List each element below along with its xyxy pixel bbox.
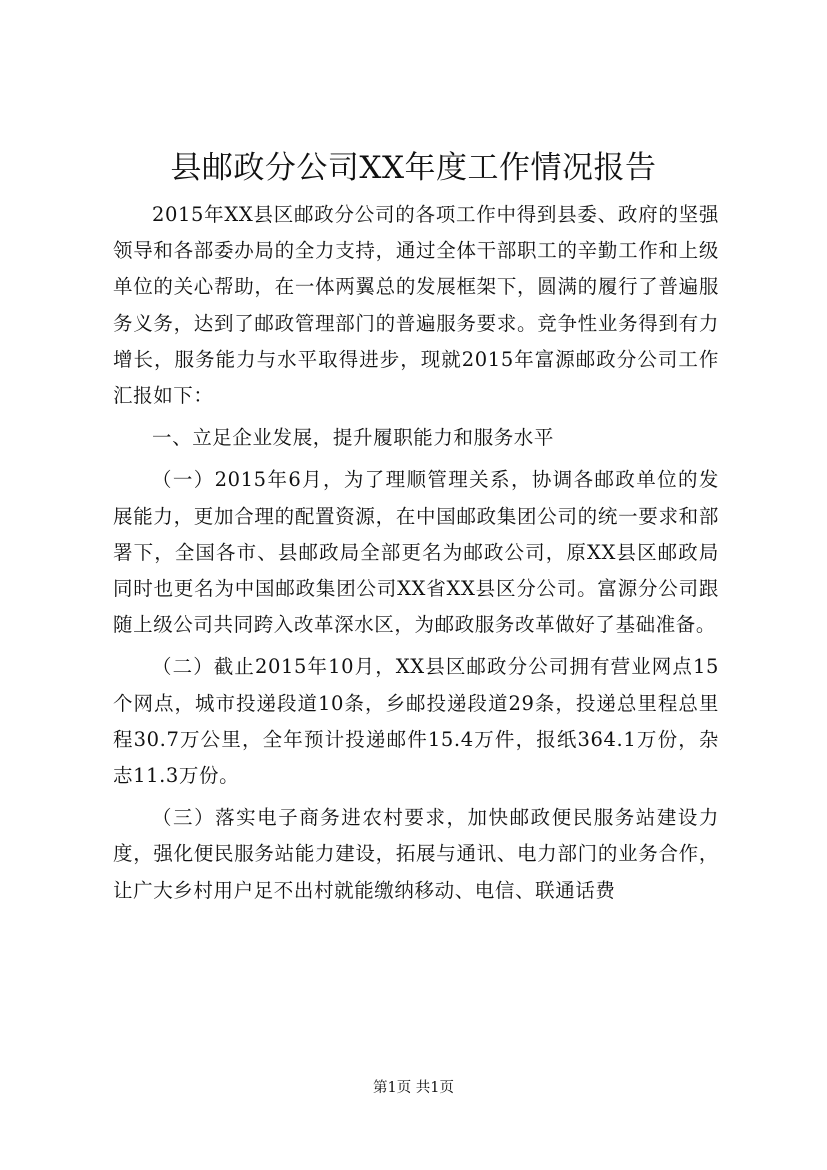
paragraph-intro: 2015年XX县区邮政分公司的各项工作中得到县委、政府的坚强领导和各部委办局的全力支持，通过全体干部职工的辛勤工作和上级单位的关心帮助，在一体两翼总的发展框架下，圆满的履行了普遍服务义务，达到了邮政管理部门的普遍服务要求。竞争性业务得到有力增长，服务能力与水平取得进步，现就2015年富源邮政分公司工作汇报如下： xyxy=(113,203,719,408)
document-body xyxy=(113,197,719,909)
section-heading: 一、立足企业发展，提升履职能力和服务水平 xyxy=(152,426,555,450)
paragraph-item-3: （三）落实电子商务进农村要求，加快邮政便民服务站建设力度，强化便民服务站能力建设，拓展与通讯、电力部门的业务合作，让广大乡村用户足不出村就能缴纳移动、电信、联通话费 xyxy=(113,806,719,902)
page-footer: 第1页 共1页 xyxy=(372,1080,455,1096)
paragraph-item-2: （二）截止2015年10月，XX县区邮政分公司拥有营业网点15个网点，城市投递段道10条，乡邮投递段道29条，投递总里程总里程30.7万公里，全年预计投递邮件15.4万件，报纸364.1万份，杂志11.3万份。 xyxy=(113,655,719,788)
document-title: 县邮政分公司XX年度工作情况报告 xyxy=(170,150,657,186)
paragraph-item-1: （一）2015年6月，为了理顺管理关系，协调各邮政单位的发展能力，更加合理的配置资源，在中国邮政集团公司的统一要求和部署下，全国各市、县邮政局全部更名为邮政公司，原XX县区邮政局同时也更名为中国邮政集团公司XX省XX县区分公司。富源分公司跟随上级公司共同跨入改革深水区，为邮政服务改革做好了基础准备。 xyxy=(113,468,719,637)
